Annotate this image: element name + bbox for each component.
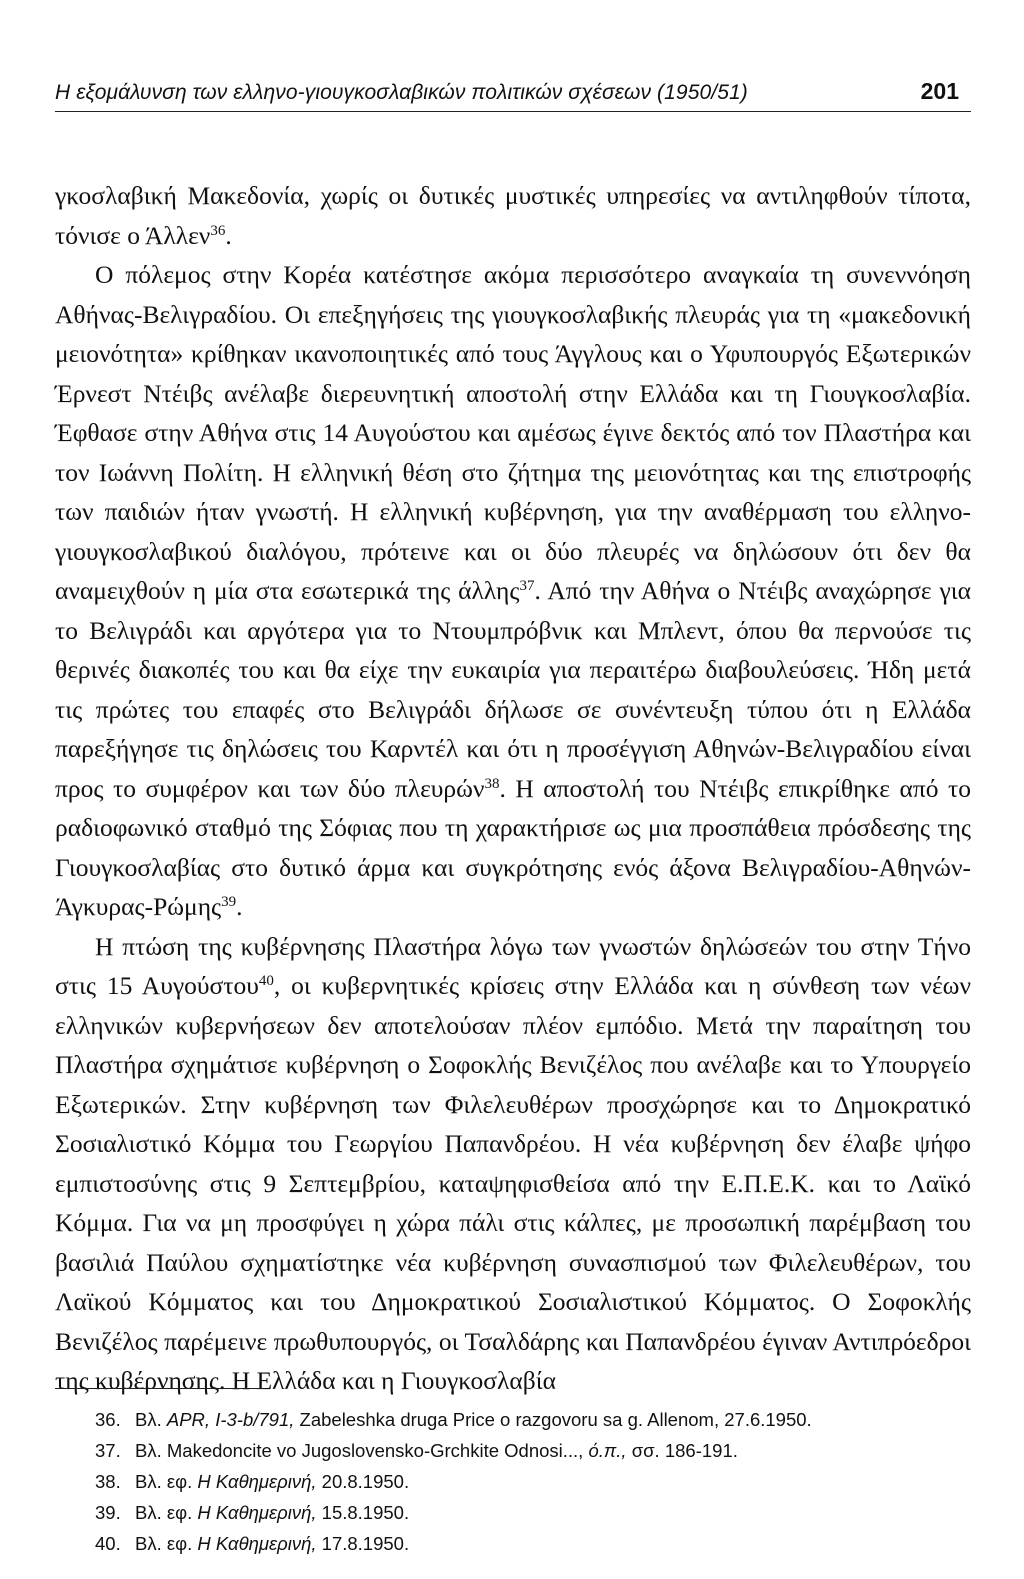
footnote-text: 17.8.1950. bbox=[316, 1533, 410, 1554]
footnote-source: Η Καθημερινή, bbox=[197, 1471, 317, 1492]
footnote-text: Βλ. εφ. bbox=[135, 1533, 198, 1554]
footnote-text: Βλ. εφ. bbox=[135, 1502, 198, 1523]
body-text bbox=[55, 176, 971, 1401]
footnote-source: Η Καθημερινή, bbox=[197, 1502, 317, 1523]
footnote-number: 39. bbox=[95, 1502, 121, 1523]
footnote-number: 36. bbox=[95, 1409, 121, 1430]
paragraph-1-text: γκοσλαβική Μακεδονία, χωρίς οι δυτικές μυστικές υπηρεσίες να αντιληφθούν τίποτα, τόνισε ο Άλλεν bbox=[55, 181, 971, 250]
paragraph-3-text-b: , οι κυβερνητικές κρίσεις στην Ελλάδα και η σύνθεση των νέων ελληνικών κυβερνήσεων δεν αποτελούσαν πλέον εμπόδιο. Μετά την παραίτηση του Πλαστήρα σχημάτισε κυβέρνηση ο Σοφοκλής Βενιζέλος που ανέλαβε και το Υπουργείο Εξωτερικών. Στην κυβέρνηση των Φιλελευθέρων προσχώρησε και το Δημοκρατικό Σοσιαλιστικό Κόμμα του Γεωργίου Παπανδρέου. Η νέα κυβέρνηση δεν έλαβε ψήφο εμπιστοσύνης στις 9 Σεπτεμβρίου, καταψηφισθείσα από την Ε.Π.Ε.Κ. και το Λαϊκό Κόμμα. Για να μη προσφύγει η χώρα πάλι στις κάλπες, με προσωπική παρέμβαση του βασιλιά Παύλου σχηματίστηκε νέα κυβέρνηση συνασπισμού των Φιλελευθέρων, του Λαϊκού Κόμματος και του Δημοκρατικού Σοσιαλιστικού Κόμματος. Ο Σοφοκλής Βενιζέλος παρέμεινε πρωθυπουργός, οι Τσαλδάρης και Παπανδρέου έγιναν Αντιπρόεδροι της κυβέρνησης. Η Ελλάδα και η Γιουγκοσλαβία bbox=[55, 971, 971, 1395]
footnote-number: 40. bbox=[95, 1533, 121, 1554]
footnotes bbox=[95, 1404, 971, 1559]
footnote-ref-36[interactable]: 36 bbox=[210, 222, 226, 239]
footnote-text: 20.8.1950. bbox=[316, 1471, 410, 1492]
paragraph-3-text: Η πτώση της κυβέρνησης Πλαστήρα λόγω των γνωστών δηλώσεών του στην Τήνο στις 15 Αυγούστου bbox=[55, 931, 971, 1000]
footnote-separator bbox=[55, 1388, 265, 1389]
footnote-text: σσ. 186-191. bbox=[626, 1440, 738, 1461]
footnote-number: 37. bbox=[95, 1440, 121, 1461]
paragraph-3 bbox=[55, 927, 971, 1401]
running-header-title: Η εξομάλυνση των ελληνο-γιουγκοσλαβικών πολιτικών σχέσεων (1950/51) bbox=[55, 81, 748, 104]
footnote-37 bbox=[95, 1435, 971, 1466]
book-page bbox=[55, 0, 971, 1579]
paragraph-2-text: Ο πόλεμος στην Κορέα κατέστησε ακόμα περισσότερο αναγκαία τη συνεννόηση Αθήνας-Βελιγραδίου. Οι επεξηγήσεις της γιουγκοσλαβικής πλευράς για τη «μακεδονική μειονότητα» κρίθηκαν ικανοποιητικές από τους Άγγλους και ο Υφυπουργός Εξωτερικών Έρνεστ Ντέιβς ανέλαβε διερευνητική αποστολή στην Ελλάδα και τη Γιουγκοσλαβία. Έφθασε στην Αθήνα στις 14 Αυγούστου και αμέσως έγινε δεκτός από τον Πλαστήρα και τον Ιωάννη Πολίτη. Η ελληνική θέση στο ζήτημα της μειονότητας και της επιστροφής των παιδιών ήταν γνωστή. Η ελληνική κυβέρνηση, για την αναθέρμαση του ελληνο-γιουγκοσλαβικού διαλόγου, πρότεινε και οι δύο πλευρές να δηλώσουν ότι δεν θα αναμειχθούν η μία στα εσωτερικά της άλλης bbox=[55, 260, 971, 605]
footnote-38 bbox=[95, 1466, 971, 1497]
footnote-text: Βλ. Makedoncite vo Jugoslovensko-Grchkite Odnosi..., bbox=[135, 1440, 589, 1461]
footnote-source: APR, I-3-b/791, bbox=[166, 1409, 295, 1430]
footnote-source: ό.π., bbox=[588, 1440, 627, 1461]
paragraph-2 bbox=[55, 255, 971, 927]
paragraph-2-text-d: . bbox=[236, 892, 243, 921]
footnote-source: Η Καθημερινή, bbox=[197, 1533, 317, 1554]
paragraph-1 bbox=[55, 176, 971, 255]
footnote-ref-37[interactable]: 37 bbox=[519, 578, 535, 594]
footnote-text: Βλ. bbox=[135, 1409, 167, 1430]
footnote-text: Βλ. εφ. bbox=[135, 1471, 198, 1492]
footnote-ref-39[interactable]: 39 bbox=[221, 894, 237, 910]
footnote-40 bbox=[95, 1528, 971, 1559]
footnote-ref-38[interactable]: 38 bbox=[484, 775, 500, 792]
paragraph-2-text-c: . Η αποστολή του Ντέιβς επικρίθηκε από το ραδιοφωνικό σταθμό της Σόφιας που τη χαρακτήρισε ως μια προσπάθεια πρόσδεσης της Γιουγκοσλαβίας στο δυτικό άρμα και συγκρότησης ενός άξονα Βελιγραδίου-Αθηνών-Άγκυρας-Ρώμης bbox=[55, 773, 972, 921]
footnote-text: 15.8.1950. bbox=[316, 1502, 410, 1523]
page-number: 201 bbox=[920, 78, 959, 104]
footnote-ref-40[interactable]: 40 bbox=[258, 973, 274, 989]
footnote-36 bbox=[95, 1404, 971, 1435]
footnote-number: 38. bbox=[95, 1471, 121, 1492]
footnote-text: Zabeleshka druga Price o razgovoru sa g. Allenom, 27.6.1950. bbox=[294, 1409, 812, 1430]
running-header bbox=[55, 72, 971, 112]
paragraph-1-text-end: . bbox=[225, 220, 232, 250]
paragraph-2-text-b: . Από την Αθήνα ο Ντέιβς αναχώρησε για το Βελιγράδι και αργότερα για το Ντουμπρόβνικ και Μπλεντ, όπου θα περνούσε τις θερινές διακοπές του και θα είχε την ευκαιρία για περαιτέρω διαβουλεύσεις. Ήδη μετά τις πρώτες του επαφές στο Βελιγράδι δήλωσε σε συνέντευξη τύπου ότι η Ελλάδα παρεξήγησε τις δηλώσεις του Καρντέλ και ότι η προσέγγιση Αθηνών-Βελιγραδίου είναι προς το συμφέρον και των δύο πλευρών bbox=[55, 576, 971, 803]
footnote-39 bbox=[95, 1497, 971, 1528]
